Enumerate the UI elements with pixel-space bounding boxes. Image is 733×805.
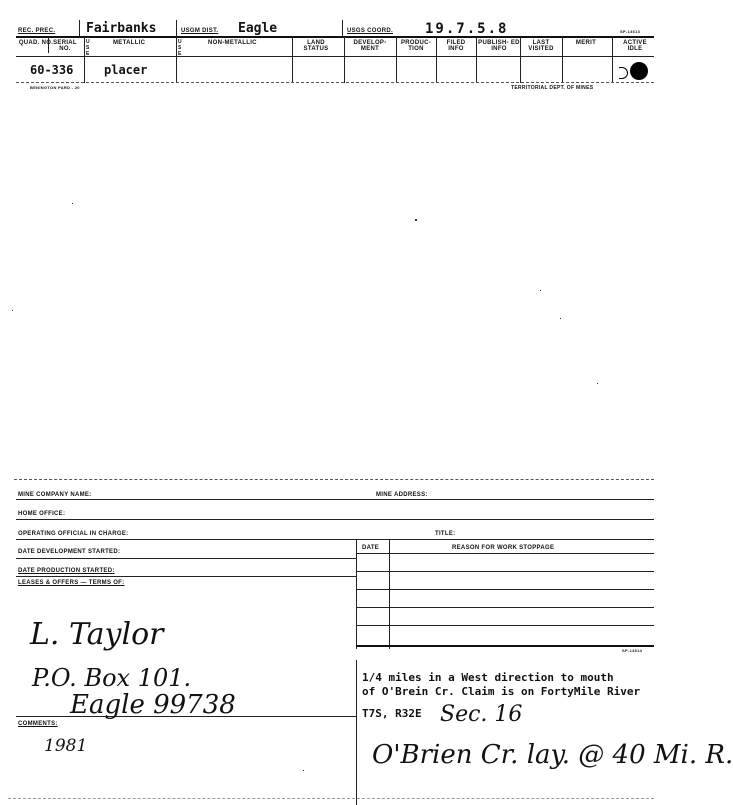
divider [344,37,345,83]
scan-speck [303,770,304,771]
date-production-label: DATE PRODUCTION STARTED: [18,568,115,574]
col-published-info: PUBLISH- ED INFO [478,40,520,52]
form-number: SP-14613 [620,29,641,34]
rule [356,571,654,572]
rec-prec-value: Fairbanks [86,21,157,36]
metallic-value: placer [104,63,148,77]
active-idle-hole [630,62,648,80]
rule [16,519,654,520]
col-land-status: LAND STATUS [303,40,329,52]
rule [356,589,654,590]
comments-label: COMMENTS: [18,721,58,727]
handwritten-address: P.O. Box 101. [32,664,192,692]
divider [356,539,357,649]
mine-company-name-label: MINE COMPANY NAME: [18,492,92,498]
usgm-dist-label: USGM DIST. [181,28,219,34]
column-header-rule [16,56,654,57]
row-bottom-rule [16,82,654,83]
active-idle-mark [619,67,628,79]
mine-address-label: MINE ADDRESS: [376,492,428,498]
handwritten-city: Eagle 99738 [70,690,236,720]
divider [79,20,80,36]
usgs-coord-label: USGS COORD. [347,28,393,34]
divider [292,37,293,83]
divider [356,660,357,805]
rule [356,625,654,626]
divider [84,37,85,83]
col-active-idle: ACTIVE IDLE [623,40,647,52]
typed-note-line-2: of O'Brein Cr. Claim is on FortyMile River [362,685,641,698]
col-quad-no: QUAD. NO. [18,40,54,46]
rec-prec-label: REC. PREC. [18,28,56,34]
col-filed-info: FILED INFO [446,40,466,52]
rule [356,645,654,647]
header-rule [16,36,654,38]
scan-speck [597,383,598,384]
typed-note-line-3: T7S, R32E [362,707,422,720]
col-production: PRODUC- TION [400,40,432,52]
form-number-2: SP-14614 [622,648,643,653]
col-merit: MERIT [575,40,597,46]
dept-mark: TERRITORIAL DEPT. OF MINES [511,85,594,91]
col-metallic-use: U S E [86,39,90,57]
rule [16,499,654,500]
home-office-label: HOME OFFICE: [18,511,66,517]
scan-speck [12,310,13,311]
usgm-dist-value: Eagle [238,21,278,36]
card-top-edge [14,479,654,480]
col-non-metallic-use: U S E [178,39,182,57]
card-bottom-edge [8,798,654,799]
col-serial-no: SERIAL NO. [53,40,77,52]
quad-serial-value: 60-336 [30,63,74,77]
scan-speck [72,203,73,204]
printer-mark: BENINGTON PARD - 20 [30,85,80,90]
divider [342,20,343,36]
rule [356,607,654,608]
handwritten-year: 1981 [44,736,88,756]
col-metallic: METALLIC [113,40,146,46]
stoppage-reason-header: REASON FOR WORK STOPPAGE [452,545,555,551]
divider [389,539,390,649]
stoppage-date-header: DATE [362,545,380,551]
leases-label: LEASES & OFFERS — TERMS OF: [18,580,125,586]
col-non-metallic: NON-METALLIC [208,40,257,46]
scan-speck [540,290,541,291]
divider [48,37,49,53]
rule [356,553,654,554]
date-development-label: DATE DEVELOPMENT STARTED: [18,549,121,555]
divider [396,37,397,83]
title-label: TITLE: [435,531,456,537]
rule [16,558,356,559]
operating-official-label: OPERATING OFFICIAL IN CHARGE: [18,531,129,537]
rule [16,576,356,577]
col-development: DEVELOP- MENT [353,40,387,52]
scan-speck [560,318,561,319]
divider [562,37,563,83]
handwritten-name: L. Taylor [30,617,164,652]
divider [476,37,477,83]
handwritten-section: Sec. 16 [440,702,523,727]
divider [436,37,437,83]
rule [16,539,654,540]
col-last-visited: LAST VISITED [528,40,554,52]
scan-speck [415,219,417,221]
divider [176,37,177,83]
handwritten-location: O'Brien Cr. lay. @ 40 Mi. R. [372,740,733,770]
typed-note-line-1: 1/4 miles in a West direction to mouth [362,671,614,684]
divider [612,37,613,83]
usgs-coord-value: 19.7.5.8 [425,21,509,37]
divider [176,20,177,36]
divider [520,37,521,83]
